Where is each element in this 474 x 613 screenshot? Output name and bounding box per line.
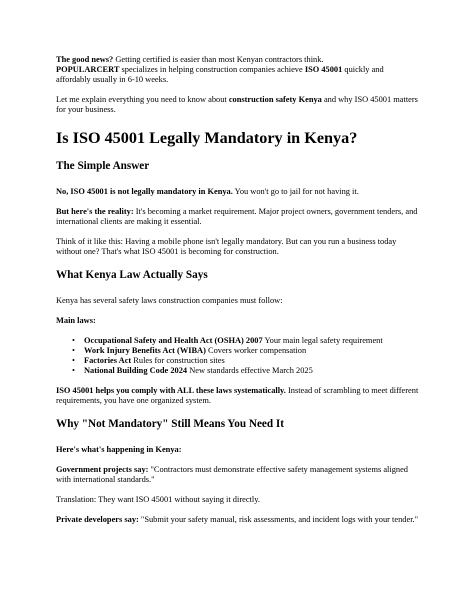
main-heading: Is ISO 45001 Legally Mandatory in Kenya?: [56, 129, 358, 147]
explain-paragraph: [56, 95, 420, 115]
bullet-icon: •: [72, 336, 75, 345]
law-desc: New standards effective March 2025: [187, 366, 313, 375]
happening-label: [56, 445, 420, 455]
explain-bold: construction safety Kenya: [228, 95, 322, 104]
brand-name: POPULARCERT: [56, 65, 120, 74]
private-paragraph: [56, 515, 420, 525]
document-page: [56, 55, 420, 525]
law-desc: Your main legal safety requirement: [262, 336, 383, 345]
answer-text: You won't go to jail for not having it.: [232, 187, 359, 196]
list-item: [72, 336, 420, 346]
analogy-paragraph: Think of it like this: Having a mobile phone isn't legally mandatory. But can you run a business today without one? That's what ISO 45001 is becoming for construction.: [56, 237, 397, 256]
law-name: Occupational Safety and Health Act (OSHA) 2007: [84, 336, 263, 345]
private-text: "Submit your safety manual, risk assessments, and incident logs with your tender.": [138, 515, 419, 524]
law-name: Factories Act: [84, 356, 132, 365]
explain-text-1: Let me explain everything you need to know about: [56, 95, 229, 104]
kenya-law-intro: Kenya has several safety laws construction companies must follow:: [56, 296, 283, 305]
simple-answer-heading: The Simple Answer: [56, 160, 150, 172]
brand-text-2: quickly and affordably usually in 6-10 weeks.: [56, 65, 384, 84]
government-bold: Government projects say:: [56, 465, 149, 474]
bullet-icon: •: [72, 346, 75, 355]
list-item: [72, 366, 420, 376]
list-item: [72, 356, 420, 366]
not-mandatory-heading: Why "Not Mandatory" Still Means You Need It: [56, 418, 284, 430]
answer-bold: No, ISO 45001 is not legally mandatory in Kenya.: [56, 187, 233, 196]
reality-bold: But here's the reality:: [56, 207, 134, 216]
law-name: National Building Code 2024: [84, 366, 188, 375]
iso-bold: ISO 45001: [304, 65, 343, 74]
main-laws-label-text: Main laws:: [56, 316, 96, 325]
main-laws-label: [56, 316, 420, 326]
systematic-text: Instead of scrambling to meet different requirements, you have one organized system.: [56, 386, 419, 405]
reality-text: It's becoming a market requirement. Major project owners, government tenders, and international clients are making it essential.: [56, 207, 418, 226]
list-item: [72, 346, 420, 356]
answer-paragraph: [56, 187, 420, 197]
laws-list: [56, 336, 420, 376]
systematic-bold: ISO 45001 helps you comply with ALL these laws systematically.: [56, 386, 286, 395]
bullet-icon: •: [72, 356, 75, 365]
private-bold: Private developers say:: [56, 515, 139, 524]
good-news-paragraph: [56, 55, 420, 85]
kenya-law-heading: What Kenya Law Actually Says: [56, 269, 208, 281]
bullet-icon: •: [72, 366, 75, 375]
brand-text-1: specializes in helping construction companies achieve: [119, 65, 305, 74]
law-desc: Covers worker compensation: [205, 346, 307, 355]
systematic-paragraph: [56, 386, 420, 406]
government-text: "Contractors must demonstrate effective safety management systems aligned with international standards.": [56, 465, 408, 484]
explain-text-2: and why ISO 45001 matters for your business.: [56, 95, 418, 114]
law-desc: Rules for construction sites: [131, 356, 225, 365]
good-news-label: The good news?: [56, 55, 114, 64]
translation-paragraph: Translation: They want ISO 45001 without saying it directly.: [56, 495, 260, 504]
government-paragraph: [56, 465, 420, 485]
good-news-text: Getting certified is easier than most Kenyan contractors think.: [113, 55, 324, 64]
reality-paragraph: [56, 207, 420, 227]
law-name: Work Injury Benefits Act (WIBA): [84, 346, 206, 355]
happening-label-text: Here's what's happening in Kenya:: [56, 445, 182, 454]
